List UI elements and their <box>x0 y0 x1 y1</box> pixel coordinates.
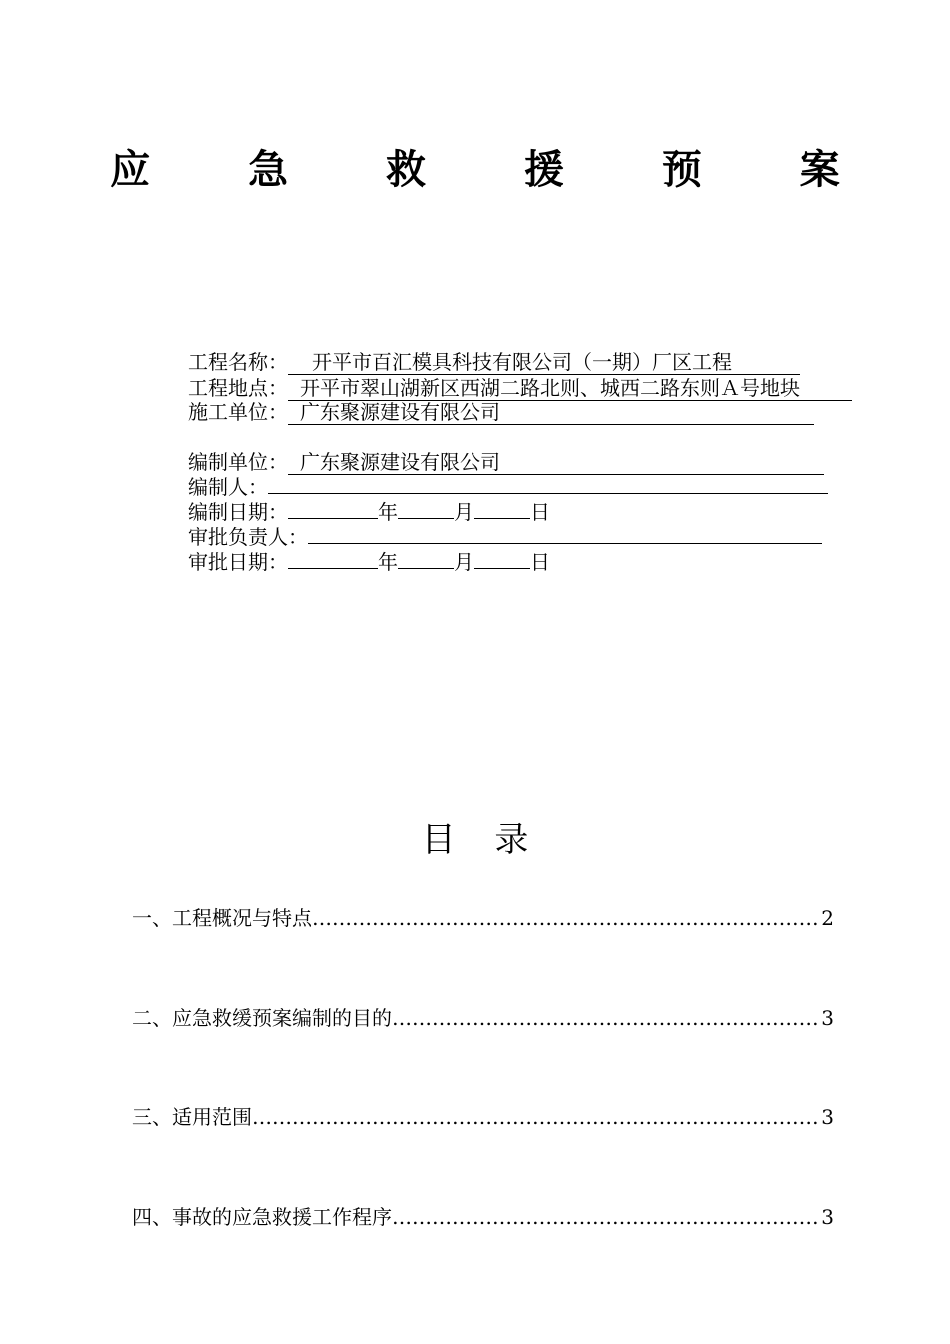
toc-item[interactable] <box>132 1006 834 1030</box>
toc-item-text: 四、事故的应急救援工作程序 <box>132 1205 392 1229</box>
toc-item-page: 3 <box>821 1006 834 1030</box>
toc-leader-dots <box>392 1205 819 1229</box>
approver-label: 审批负责人： <box>188 525 308 549</box>
project-location-value: 开平市翠山湖新区西湖二路北则、城西二路东则Ａ号地块 <box>288 376 852 401</box>
compile-year-blank <box>288 500 378 519</box>
compile-month-label: 月 <box>454 500 474 524</box>
toc-item-text: 二、应急救缓预案编制的目的 <box>132 1006 392 1030</box>
contractor-value: 广东聚源建设有限公司 <box>288 400 814 425</box>
approve-day-blank <box>474 550 530 569</box>
toc-item-text: 一、工程概况与特点 <box>132 906 312 930</box>
toc-title: 目 录 <box>421 820 543 860</box>
toc-item-page: 3 <box>821 1105 834 1129</box>
compile-day-blank <box>474 500 530 519</box>
document-title: 应 急 救 援 预 案 <box>110 147 882 193</box>
approver-blank <box>308 525 822 544</box>
approve-year-blank <box>288 550 378 569</box>
project-name-value: 开平市百汇模具科技有限公司（一期）厂区工程 <box>288 350 800 375</box>
toc-item-page: 2 <box>821 906 834 930</box>
compile-unit-label: 编制单位： <box>188 450 288 474</box>
approve-date-label: 审批日期： <box>188 550 288 574</box>
toc-leader-dots <box>392 1006 819 1030</box>
compile-unit-row <box>188 450 824 475</box>
compile-date-label: 编制日期： <box>188 500 288 524</box>
contractor-label: 施工单位： <box>188 400 288 424</box>
compiler-blank <box>268 475 828 494</box>
compile-month-blank <box>398 500 454 519</box>
project-name-row <box>188 350 800 375</box>
compile-date-row <box>188 500 550 524</box>
toc-item[interactable] <box>132 1105 834 1129</box>
compiler-label: 编制人： <box>188 475 268 499</box>
project-location-row <box>188 376 852 401</box>
approve-year-label: 年 <box>378 550 398 574</box>
project-location-label: 工程地点： <box>188 376 288 400</box>
compile-day-label: 日 <box>530 500 550 524</box>
approve-month-blank <box>398 550 454 569</box>
toc-item-page: 3 <box>821 1205 834 1229</box>
toc-item[interactable] <box>132 906 834 930</box>
toc-leader-dots <box>312 906 819 930</box>
compile-year-label: 年 <box>378 500 398 524</box>
contractor-row <box>188 400 814 425</box>
compiler-row <box>188 475 828 499</box>
toc-item-text: 三、适用范围 <box>132 1105 252 1129</box>
approve-month-label: 月 <box>454 550 474 574</box>
compile-unit-value: 广东聚源建设有限公司 <box>288 450 824 475</box>
approver-row <box>188 525 822 549</box>
project-name-label: 工程名称： <box>188 350 288 374</box>
approve-day-label: 日 <box>530 550 550 574</box>
approve-date-row <box>188 550 550 574</box>
toc-leader-dots <box>252 1105 819 1129</box>
toc-item[interactable] <box>132 1205 834 1229</box>
